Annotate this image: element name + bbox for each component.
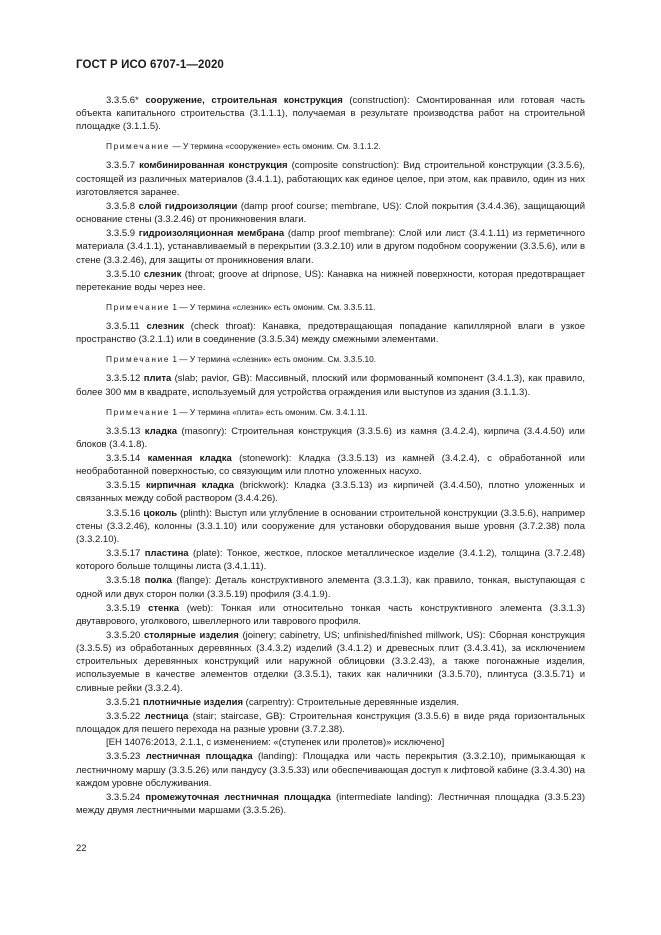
term-entry: 3.3.5.15 кирпичная кладка (brickwork): Кладка (3.3.5.13) из кирпичей (3.4.4.50), плотно уложенных и связанных между собой раствором (3.4.4.26).	[76, 480, 585, 505]
note: Примечание 1 — У термина «плита» есть омоним. См. 3.4.1.11.	[106, 406, 368, 417]
term-entry: 3.3.5.22 лестница (stair; staircase, GB): Строительная конструкция (3.3.5.6) в виде ряда горизонтальных площадок для пешего перехода на разные уровни (3.7.2.38).	[76, 710, 585, 736]
term-entry: 3.3.5.8 слой гидроизоляции (damp proof course; membrane, US): Слой покрытия (3.4.4.36), защищающий основание стены (3.3.2.46) от проникновения влаги.	[76, 200, 586, 226]
term-entry: 3.3.5.11 слезник (check throat): Канавка, предотвращающая попадание капиллярной влаги в узкое пространство (3.2.1.1) или в соединение (3.3.5.34) между смежными элементами.	[76, 321, 585, 346]
document-header: ГОСТ Р ИСО 6707-1—2020	[76, 59, 224, 71]
term-entry: 3.3.5.7 комбинированная конструкция (composite construction): Вид строительной конструкции (3.3.5.6), состоящей из различных материалов (3.4.1.1), работающих как единое целое, при этом, как правило, один из них изготовляется заранее.	[76, 160, 585, 198]
page-number: 22	[76, 843, 87, 854]
term-entry: 3.3.5.19 стенка (web): Тонкая или относительно тонкая часть конструктивного элемента (3.3.1.3) двутаврового, уголкового, швеллерного или таврового профиля.	[76, 602, 585, 627]
term-entry: 3.3.5.24 промежуточная лестничная площадка (intermediate landing): Лестничная площадка (3.3.5.23) между двумя лестничными маршами (3.3.5.26).	[76, 791, 585, 817]
term-entry: 3.3.5.9 гидроизоляционная мембрана (damp proof membrane): Слой или лист (3.4.1.11) из герметичного материала (3.4.1.1), устанавливаемый в перекрытии (3.3.2.10) или в другом подобном сооружении (3.3.5.6), или в стене (3.3.2.46), для защиты от проникновения влаги.	[76, 228, 585, 266]
term-entry: 3.3.5.21 плотничные изделия (carpentry): Строительные деревянные изделия.	[106, 696, 459, 708]
term-entry: 3.3.5.20 столярные изделия (joinery; cabinetry, US; unfinished/finished millwork, US): Сборная конструкция (3.3.5.5) из обработанных деревянных (3.4.3.2) изделий (3.4.1.2) и древесных плит (3.4.3.41), за исключением строительных деревянных конструкций или наружной облицовки (3.3.2.43), а также погонажные изделия, используемые в качестве элементов отделки (3.3.5.1), таких как наличники (3.3.5.70), плинтуса (3.3.5.71) и сливные рейки (3.3.2.4).	[76, 630, 586, 694]
document-body	[76, 94, 585, 817]
term-entry: 3.3.5.16 цоколь (plinth): Выступ или углубление в основании строительной конструкции (3.3.5.6), например стены (3.3.2.46), колонны (3.3.1.10) или сооружение для установки оборудования выше уровня (3.7.2.38) пола (3.3.2.10).	[76, 507, 585, 545]
term-entry: 3.3.5.18 полка (flange): Деталь конструктивного элемента (3.3.1.3), как правило, тонкая, выступающая с одной или двух сторон полки (3.3.5.19) профиля (3.4.1.9).	[76, 575, 586, 600]
note: Примечание 1 — У термина «слезник» есть омоним. См. 3.3.5.10.	[106, 354, 377, 365]
term-entry: 3.3.5.13 кладка (masonry): Строительная конструкция (3.3.5.6) из камня (3.4.2.4), кирпича (3.4.4.50) или блоков (3.4.1.8).	[76, 425, 585, 450]
term-entry: 3.3.5.10 слезник (throat; groove at dripnose, US): Канавка на нижней поверхности, которая предотвращает перетекание воды через нее.	[76, 268, 585, 293]
note: Примечание 1 — У термина «слезник» есть омоним. См. 3.3.5.11.	[106, 302, 376, 313]
note: Примечание — У термина «сооружение» есть омоним. См. 3.1.1.2.	[106, 141, 381, 152]
term-entry: 3.3.5.23 лестничная площадка (landing): Площадка или часть перекрытия (3.3.2.10), примыкающая к лестничному маршу (3.3.5.26) или пандусу (3.3.5.33) или обеспечивающая доступ к лифтовой кабине (3.3.4.30) на каждом уровне обслуживания.	[76, 751, 585, 789]
source-reference: [ЕН 14076:2013, 2.1.1, с изменением: «(ступенек или пролетов)» исключено]	[106, 737, 445, 749]
term-entry: 3.3.5.12 плита (slab; pavior, GB): Массивный, плоский или формованный компонент (3.4.1.3), как правило, более 300 мм в квадрате, используемый для устройства ограждения или выступов из здания (3.1.1.3).	[76, 373, 585, 398]
term-entry: 3.3.5.6* сооружение, строительная конструкция (construction): Смонтированная или готовая часть объекта капитального строительства (3.1.1.1), получаемая в результате производства работ на строительной площадке (3.1.1.5).	[76, 95, 586, 133]
term-entry: 3.3.5.14 каменная кладка (stonework): Кладка (3.3.5.13) из камней (3.4.2.4), с обработанной или необработанной поверхностью, со связующим или плотно уложенных насухо.	[76, 452, 585, 478]
term-entry: 3.3.5.17 пластина (plate): Тонкое, жесткое, плоское металлическое изделие (3.4.1.2), толщина (3.7.2.48) которого больше толщины листа (3.4.1.11).	[76, 548, 586, 573]
